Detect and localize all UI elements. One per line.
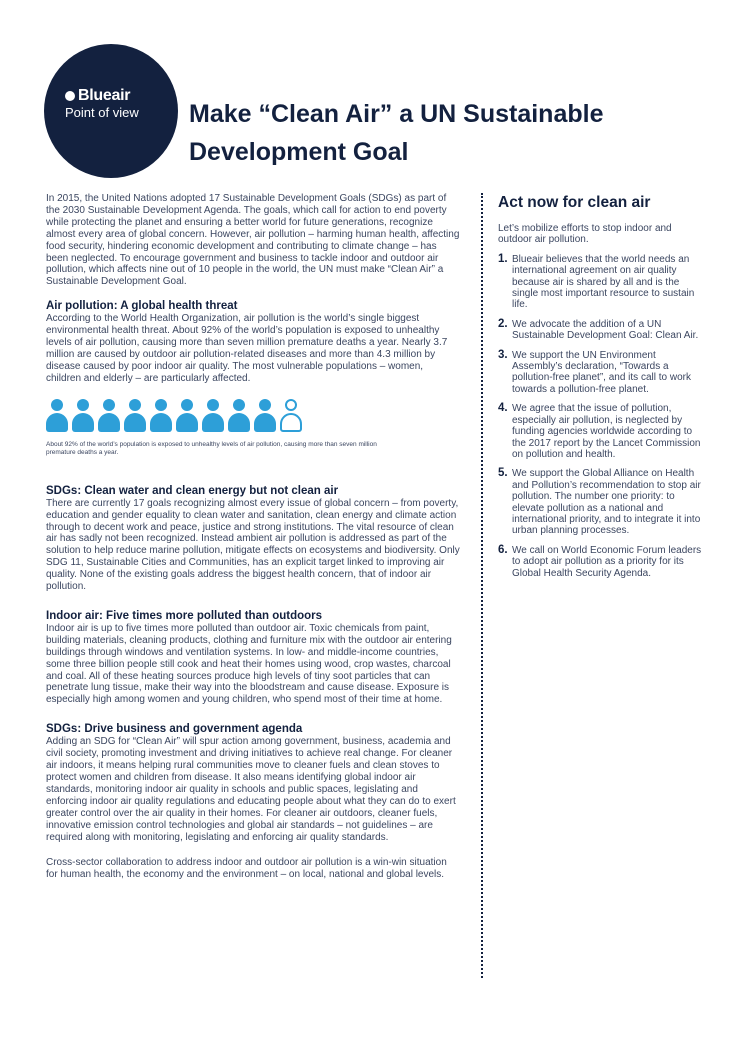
person-filled-icon [176,399,198,432]
population-infographic [46,399,460,432]
sidebar-heading: Act now for clean air [498,194,651,211]
brand-name: Blueair [78,87,131,104]
list-item [498,350,706,396]
person-outline-icon [280,399,302,432]
list-item-text: We advocate the addition of a UN Sustainable Development Goal: Clean Air. [512,318,699,342]
action-list [498,254,706,579]
list-item-text: Blueair believes that the world needs an international agreement on air quality because air is shared by all and is the single most important resource to sustain life. [512,253,695,311]
list-item-text: We support the UN Environment Assembly’s declaration, “Towards a pollution-free planet”, and its call to work towards a pollution-free planet. [512,349,691,395]
list-item-number: 2. [498,317,508,330]
list-item [498,468,706,536]
infographic-caption: About 92% of the world’s population is exposed to unhealthy levels of air pollution, causing more than seven million premature deaths a year. [46,440,377,456]
section-text-health-threat: According to the World Health Organization, air pollution is the world’s single biggest environmental health threat. About 92% of the world’s population is exposed to unhealthy levels of air pollution, causing more than seven million premature deaths a year. Nearly 3.7 million are caused by outdoor air pollution-related diseases and more than 4.3 million by disease caused by poor indoor air quality. The most vulnerable populations – women, children and elderly – are particularly affected. [46,313,448,384]
section-heading-sdgs: SDGs: Clean water and clean energy but not clean air [46,484,339,497]
list-item-text: We support the Global Alliance on Health and Pollution’s recommendation to stop air pollution. The number one priority: to elevate pollution as a national and international priority, and to integrate it into urban planning processes. [512,468,701,537]
list-item-number: 6. [498,543,508,556]
person-filled-icon [98,399,120,432]
main-column [46,193,460,881]
person-filled-icon [46,399,68,432]
closing-paragraph: Cross-sector collaboration to address indoor and outdoor air pollution is a win-win situation for human health, the economy and the environment – on local, national and global levels. [46,857,447,881]
section-text-sdgs: There are currently 17 goals recognizing almost every issue of global concern – from poverty, education and gender equality to clean water and sanitation, clean energy and climate action through to decent work and peace, justice and strong institutions. The vital resource of clean air has sadly not been recognized. Instead ambient air pollution is addressed as part of the solution to help reduce marine pollution, mitigate effects on ecosystems and biodiversity. Only SDG 11, Sustainable Cities and Communities, has an explicit target linked to improving air quality. None of the existing goals address the biggest health concern, that of indoor air pollution. [46,497,460,593]
section-heading-business: SDGs: Drive business and government agenda [46,723,303,736]
person-filled-icon [150,399,172,432]
list-item-number: 1. [498,252,508,265]
list-item-number: 5. [498,467,508,480]
brand-logo [65,87,130,105]
logo-dot-icon [65,91,75,101]
page-title: Make “Clean Air” a UN Sustainable Development Goal [189,100,604,166]
list-item [498,403,706,460]
brand-badge [44,44,178,178]
column-divider [481,193,483,978]
list-item-text: We agree that the issue of pollution, especially air pollution, is neglected by funding agencies worldwide according to the 2017 report by the Lancet Commission on pollution and health. [512,403,701,460]
section-heading-health-threat: Air pollution: A global health threat [46,300,238,313]
person-filled-icon [228,399,250,432]
list-item-number: 3. [498,348,508,361]
person-filled-icon [124,399,146,432]
intro-paragraph: In 2015, the United Nations adopted 17 Sustainable Development Goals (SDGs) as part of the 2030 Sustainable Development Agenda. The goals, which call for action to end poverty while protecting the planet and ensuring a better world for future generations, recognize almost every area of global concern. However, air pollution – harming human health, affecting food security, hindering economic development and contributing to climate change – has been neglected. To encourage government and business to tackle indoor and outdoor air pollution, which affects nine out of 10 people in the world, the UN must make “Clean Air” a Sustainable Development Goal. [46,193,460,288]
person-filled-icon [254,399,276,432]
list-item-number: 4. [498,402,508,415]
section-text-indoor-air: Indoor air is up to five times more polluted than outdoor air. Toxic chemicals from paint, building materials, cleaning products, clothing and furniture mix with the outdoor air entering buildings through windows and ventilation systems. In low- and middle-income countries, some three billion people still cook and heat their homes using wood, crop wastes, charcoal and coal. All of these heating sources produce high levels of tiny soot particles that can penetrate lung tissue, make their way into the bloodstream and cause disease. Exposure is especially high among women and young children, who spend most of their time at home. [46,622,452,706]
badge-subtitle: Point of view [65,105,139,120]
section-text-business: Adding an SDG for “Clean Air” will spur action among government, business, academia and civil society, promoting investment and driving initiatives to achieve real change. For cleaner air indoors, it means helping rural communities move to cleaner fuels and clean stoves to protect women and children from disease. It also means identifying global indoor air standards, monitoring indoor air quality in schools and public spaces, legislating and enforcing indoor air quality regulations and educating people about what they can do to exert greater control over the air quality in their homes. For cleaner air outdoors, cleaner fuels, innovative emission control technologies and global air standards – not guidelines – are required along with monitoring, legislating and enforcing air quality standards. [46,736,456,843]
sidebar-intro: Let’s mobilize efforts to stop indoor and outdoor air pollution. [498,223,672,246]
list-item-text: We call on World Economic Forum leaders to adopt air pollution as a priority for its Global Health Security Agenda. [512,544,702,579]
list-item [498,319,706,342]
section-heading-indoor-air: Indoor air: Five times more polluted than outdoors [46,609,323,622]
list-item [498,254,706,311]
person-filled-icon [72,399,94,432]
person-filled-icon [202,399,224,432]
sidebar-column [498,193,706,579]
list-item [498,545,706,579]
